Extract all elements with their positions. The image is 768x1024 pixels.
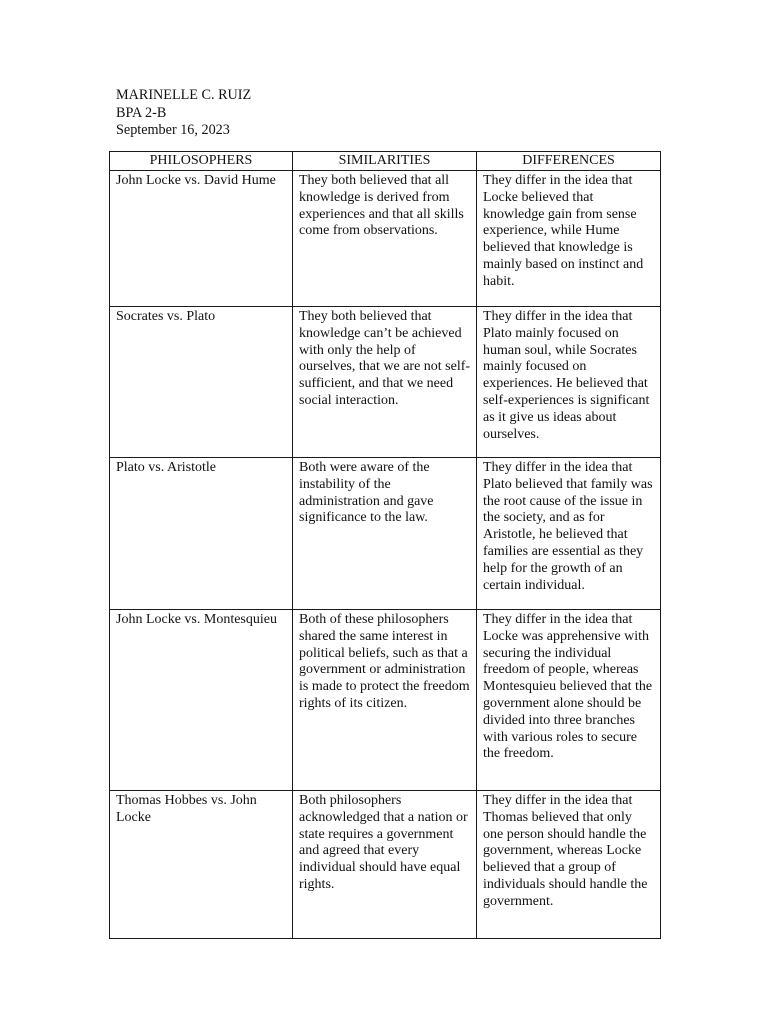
table-row — [110, 171, 661, 307]
philosophers-cell: Plato vs. Aristotle — [110, 458, 293, 610]
student-name: MARINELLE C. RUIZ — [116, 87, 252, 103]
column-header-similarities: SIMILARITIES — [293, 152, 477, 171]
table-row — [110, 458, 661, 610]
column-header-philosophers: PHILOSOPHERS — [110, 152, 293, 171]
table-row — [110, 307, 661, 458]
similarities-cell: Both philosophers acknowledged that a nation or state requires a government and agreed that every individual should have equal rights. — [293, 791, 477, 939]
similarities-cell: They both believed that knowledge can’t be achieved with only the help of ourselves, that we are not self-sufficient, and that we need social interaction. — [293, 307, 477, 458]
similarities-cell: Both were aware of the instability of the administration and gave significance to the law. — [293, 458, 477, 610]
differences-cell: They differ in the idea that Locke believed that knowledge gain from sense experience, while Hume believed that knowledge is mainly based on instinct and habit. — [477, 171, 661, 307]
document-date: September 16, 2023 — [116, 122, 230, 138]
column-header-differences: DIFFERENCES — [477, 152, 661, 171]
differences-cell: They differ in the idea that Locke was apprehensive with securing the individual freedom of people, whereas Montesquieu believed that the government alone should be divided into three branches with various roles to secure the freedom. — [477, 610, 661, 791]
philosophers-cell: Socrates vs. Plato — [110, 307, 293, 458]
table-row — [110, 610, 661, 791]
similarities-cell: They both believed that all knowledge is derived from experiences and that all skills come from observations. — [293, 171, 477, 307]
differences-cell: They differ in the idea that Plato believed that family was the root cause of the issue in the society, and as for Aristotle, he believed that families are essential as they help for the growth of an certain individual. — [477, 458, 661, 610]
philosophers-cell: John Locke vs. Montesquieu — [110, 610, 293, 791]
table-header-row — [110, 152, 661, 171]
philosophers-cell: Thomas Hobbes vs. John Locke — [110, 791, 293, 939]
table-row — [110, 791, 661, 939]
document-header — [116, 87, 251, 140]
philosophers-cell: John Locke vs. David Hume — [110, 171, 293, 307]
differences-cell: They differ in the idea that Plato mainly focused on human soul, while Socrates mainly focused on experiences. He believed that self-experiences is significant as it give us ideas about ourselves. — [477, 307, 661, 458]
similarities-cell: Both of these philosophers shared the same interest in political beliefs, such as that a government or administration is made to protect the freedom rights of its citizen. — [293, 610, 477, 791]
differences-cell: They differ in the idea that Thomas believed that only one person should handle the government, whereas Locke believed that a group of individuals should handle the government. — [477, 791, 661, 939]
philosophers-comparison-table — [109, 151, 661, 939]
student-section: BPA 2-B — [116, 104, 167, 121]
